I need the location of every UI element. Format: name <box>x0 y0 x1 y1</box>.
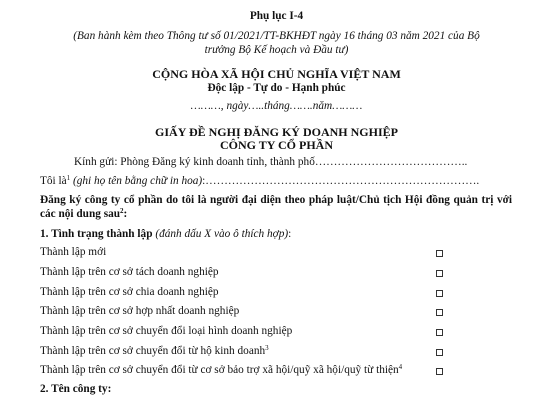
option-convert-type: Thành lập trên cơ sở chuyển đổi loại hình doanh nghiệp <box>40 325 293 337</box>
checkbox-convert-charity[interactable] <box>436 368 443 375</box>
footnote-ref-4: 4 <box>398 363 403 371</box>
checkbox-new[interactable] <box>436 250 443 257</box>
section2-heading: 2. Tên công ty: <box>40 383 112 395</box>
request-paragraph <box>40 193 512 221</box>
national-motto: Độc lập - Tự do - Hạnh phúc <box>207 82 346 94</box>
date-line: ………, ngày…..tháng…….năm……… <box>190 100 363 112</box>
section1-heading <box>40 228 291 240</box>
form-title: GIẤY ĐỀ NGHỊ ĐĂNG KÝ DOANH NGHIỆP <box>155 125 398 139</box>
checkbox-convert-household[interactable] <box>436 349 443 356</box>
option-convert-household: Thành lập trên cơ sở chuyển đổi từ hộ kinh doanh$^3$ <box>40 344 269 357</box>
request-colon: : <box>123 208 128 220</box>
checkbox-convert-type[interactable] <box>436 329 443 336</box>
applicant-line <box>40 175 479 187</box>
option-merge: Thành lập trên cơ sở hợp nhất doanh nghiệp <box>40 305 240 317</box>
section1-heading-title: 1. Tình trạng thành lập <box>40 228 153 240</box>
footnote-ref-1: 1 <box>66 174 71 182</box>
applicant-dots: :………………………………………………………………. <box>202 175 480 187</box>
option-split: Thành lập trên cơ sở tách doanh nghiệp <box>40 266 219 278</box>
footnote-ref-3: 3 <box>265 344 269 352</box>
country-name: CỘNG HÒA XÃ HỘI CHỦ NGHĨA VIỆT NAM <box>152 67 401 81</box>
checkbox-divide[interactable] <box>436 290 443 297</box>
applicant-prefix: Tôi là <box>40 175 67 187</box>
applicant-hint: (ghi họ tên bằng chữ in hoa) <box>70 175 203 187</box>
footnote-ref-2: 2 <box>120 207 124 215</box>
checkbox-merge[interactable] <box>436 309 443 316</box>
option-new: Thành lập mới <box>40 246 107 258</box>
form-subtitle: CÔNG TY CỔ PHẦN <box>219 138 333 152</box>
appendix-title: Phụ lục I-4 <box>249 10 304 22</box>
section1-heading-colon: : <box>288 228 292 240</box>
option-divide: Thành lập trên cơ sở chia doanh nghiệp <box>40 286 219 298</box>
recipient-line: Kính gửi: Phòng Đăng ký kinh doanh tỉnh, thành phố………………………………….. <box>74 156 468 168</box>
issuance-note-line1: (Ban hành kèm theo Thông tư số 01/2021/TT-BKHĐT ngày 16 tháng 03 năm 2021 của Bộ <box>73 30 480 42</box>
option-convert-charity: Thành lập trên cơ sở chuyển đổi từ cơ sở bảo trợ xã hội/quỹ xã hội/quỹ từ thiện$^4$ <box>40 363 403 376</box>
checkbox-split[interactable] <box>436 270 443 277</box>
request-text: Đăng ký công ty cổ phần do tôi là người đại diện theo pháp luật/Chủ tịch Hội đồng quản trị với các nội dung sau <box>40 194 512 220</box>
section1-heading-hint: (đánh dấu X vào ô thích hợp) <box>152 228 289 240</box>
issuance-note-line2: trưởng Bộ Kế hoạch và Đầu tư) <box>204 44 349 56</box>
